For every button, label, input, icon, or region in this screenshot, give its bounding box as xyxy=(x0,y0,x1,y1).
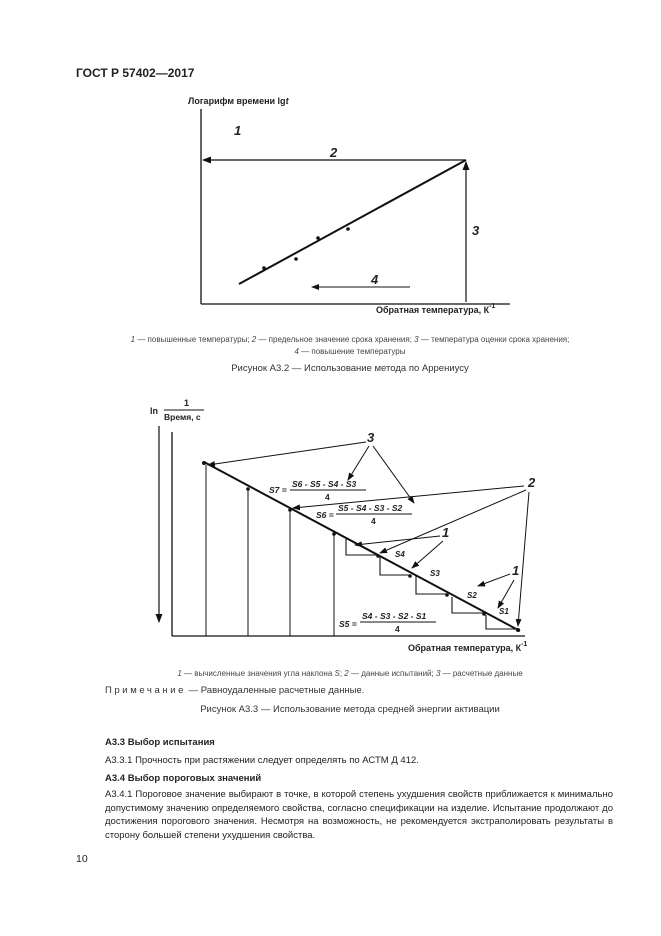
a33-step-label-s3: S3 xyxy=(430,569,440,578)
a33-callout-1-upper: 1 xyxy=(442,525,450,540)
a32-y-axis-label: Логарифм времени lgt xyxy=(188,96,289,106)
note-label: Примечание xyxy=(105,685,186,696)
a33-step-triangle xyxy=(380,557,410,575)
a33-callout-2-arrow xyxy=(518,492,529,626)
a32-data-point xyxy=(294,257,298,261)
a33-step-label-s4: S4 xyxy=(395,550,405,559)
a33-callout-1-lower: 1 xyxy=(512,563,520,578)
a33-formula-s5-numerator: S4 - S3 - S2 - S1 xyxy=(362,611,427,621)
a33-formula-s6-denominator: 4 xyxy=(371,516,376,526)
a33-data-point xyxy=(246,487,250,491)
figure-a32-legend-line1: 1 — повышенные температуры; 2 — предельное значение срока хранения; 3 — температура оценки срока хранения; xyxy=(130,335,570,344)
a32-callout-4: 4 xyxy=(371,272,379,287)
a33-main-line xyxy=(204,462,520,631)
a33-formula-s7-denominator: 4 xyxy=(325,492,330,502)
a32-x-axis-label: Обратная температура, $К^{-1}$ xyxy=(376,303,496,315)
a32-data-point xyxy=(262,266,266,270)
a33-data-point xyxy=(202,461,206,465)
a32-regression-line xyxy=(239,160,466,284)
a33-formula-s7-lhs: S7 = xyxy=(269,485,287,495)
a33-callout-2-arrow xyxy=(380,490,526,553)
a33-callout-1-arrow xyxy=(498,580,514,608)
page-number: 10 xyxy=(76,853,88,865)
a33-callout-3-arrow xyxy=(348,446,369,480)
a33-y-axis-frac-num: 1 xyxy=(184,398,190,408)
section-a34-heading: А3.4 Выбор пороговых значений xyxy=(105,773,262,784)
a33-step-label-s2: S2 xyxy=(467,591,477,600)
figure-a33-legend: 1 — вычисленные значения угла наклона S; 2 — данные испытаний; 3 — расчетные данные xyxy=(177,669,523,678)
note-text: — Равноудаленные расчетные данные. xyxy=(186,685,365,696)
a32-data-point xyxy=(346,227,350,231)
a32-callout-1: 1 xyxy=(234,123,242,138)
a33-y-axis-prefix: ln xyxy=(150,406,158,416)
paragraph-a331: А3.3.1 Прочность при растяжении следует определять по АСТМ Д 412. xyxy=(105,755,419,766)
a33-y-axis-frac-den: Время, с xyxy=(164,412,201,422)
a33-formula-s5-denominator: 4 xyxy=(395,624,400,634)
a33-callout-1-arrow xyxy=(412,541,443,568)
a33-x-axis-label: Обратная температура, $К^{-1}$ xyxy=(408,641,528,653)
a33-data-point xyxy=(516,628,520,632)
document-header: ГОСТ Р 57402—2017 xyxy=(76,66,195,80)
a33-callout-3-arrow xyxy=(208,442,366,465)
a33-formula-s7-numerator: S6 - S5 - S4 - S3 xyxy=(292,479,357,489)
a33-callout-3-arrow xyxy=(373,446,414,503)
a32-callout-3: 3 xyxy=(472,223,480,238)
a33-step-label-s1: S1 xyxy=(499,607,509,616)
figure-a33-note xyxy=(105,685,364,696)
a33-callout-2: 2 xyxy=(528,475,536,490)
a33-callout-1-arrow xyxy=(478,574,510,586)
a32-data-point xyxy=(316,236,320,240)
a33-callout-3: 3 xyxy=(367,430,375,445)
figure-a32-legend-line2: 4 — повышение температуры xyxy=(294,347,406,356)
section-a33-heading: А3.3 Выбор испытания xyxy=(105,737,215,748)
a33-data-point xyxy=(288,508,292,512)
figure-a32-legend xyxy=(90,334,610,358)
a32-callout-2: 2 xyxy=(330,145,338,160)
a33-data-point xyxy=(332,532,336,536)
figure-a33-caption: Рисунок А3.3 — Использование метода средней энергии активации xyxy=(200,704,500,715)
a33-formula-s5-lhs: S5 = xyxy=(339,619,357,629)
a33-formula-s6-lhs: S6 = xyxy=(316,510,334,520)
paragraph-a341: А3.4.1 Пороговое значение выбирают в точке, в которой степень ухудшения свойств приближается к минимально допустимому значению определяемого свойства, согласно спецификации на изделие. Испытание продолжают до достижения порогового значения. Несмотря на возможность, не рекомендуется экстраполировать результаты в сторону большей степени ухудшения свойства. xyxy=(105,789,613,841)
a33-callout-1-arrow xyxy=(355,536,440,545)
a33-formula-s6-numerator: S5 - S4 - S3 - S2 xyxy=(338,503,403,513)
figure-a32-caption: Рисунок А3.2 — Использование метода по Аррениусу xyxy=(231,363,469,374)
